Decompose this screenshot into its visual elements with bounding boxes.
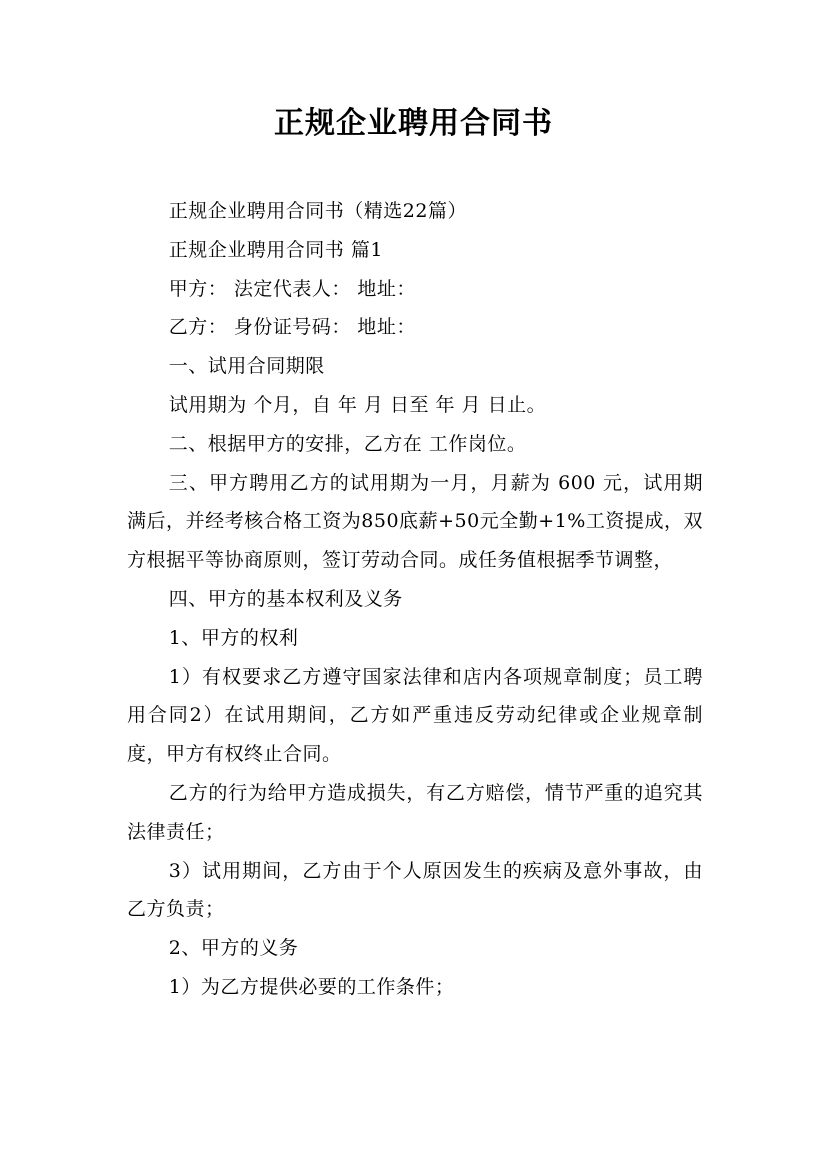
paragraph: 1）为乙方提供必要的工作条件； bbox=[168, 975, 455, 998]
paragraph: 3）试用期间，乙方由于个人原因发生的疾病及意外事故，由乙方负责； bbox=[127, 859, 703, 921]
paragraph: 甲方： 法定代表人： 地址： bbox=[168, 277, 416, 300]
paragraph: 三、甲方聘用乙方的试用期为一月，月薪为 600 元，试用期满后，并经考核合格工资为850底薪+50元全勤+1%工资提成，双方根据平等协商原则，签订劳动合同。成任务值根据季节调整， bbox=[127, 471, 703, 572]
paragraph: 正规企业聘用合同书 篇1 bbox=[168, 238, 383, 261]
document-body bbox=[127, 192, 703, 1007]
paragraph: 试用期为 个月，自 年 月 日至 年 月 日止。 bbox=[168, 393, 547, 416]
paragraph: 正规企业聘用合同书（精选22篇） bbox=[168, 200, 467, 222]
paragraph: 一、试用合同期限 bbox=[168, 355, 325, 378]
paragraph: 1）有权要求乙方遵守国家法律和店内各项规章制度；员工聘用合同2）在试用期间，乙方如严重违反劳动纪律或企业规章制度，甲方有权终止合同。 bbox=[127, 665, 703, 766]
paragraph: 乙方的行为给甲方造成损失，有乙方赔偿，情节严重的追究其法律责任； bbox=[127, 781, 703, 843]
paragraph: 乙方： 身份证号码： 地址： bbox=[168, 316, 416, 339]
paragraph: 二、根据甲方的安排，乙方在 工作岗位。 bbox=[168, 432, 527, 455]
paragraph: 四、甲方的基本权利及义务 bbox=[168, 587, 403, 610]
paragraph: 2、甲方的义务 bbox=[168, 937, 299, 960]
document-title: 正规企业聘用合同书 bbox=[274, 106, 553, 141]
paragraph: 1、甲方的权利 bbox=[168, 626, 299, 649]
